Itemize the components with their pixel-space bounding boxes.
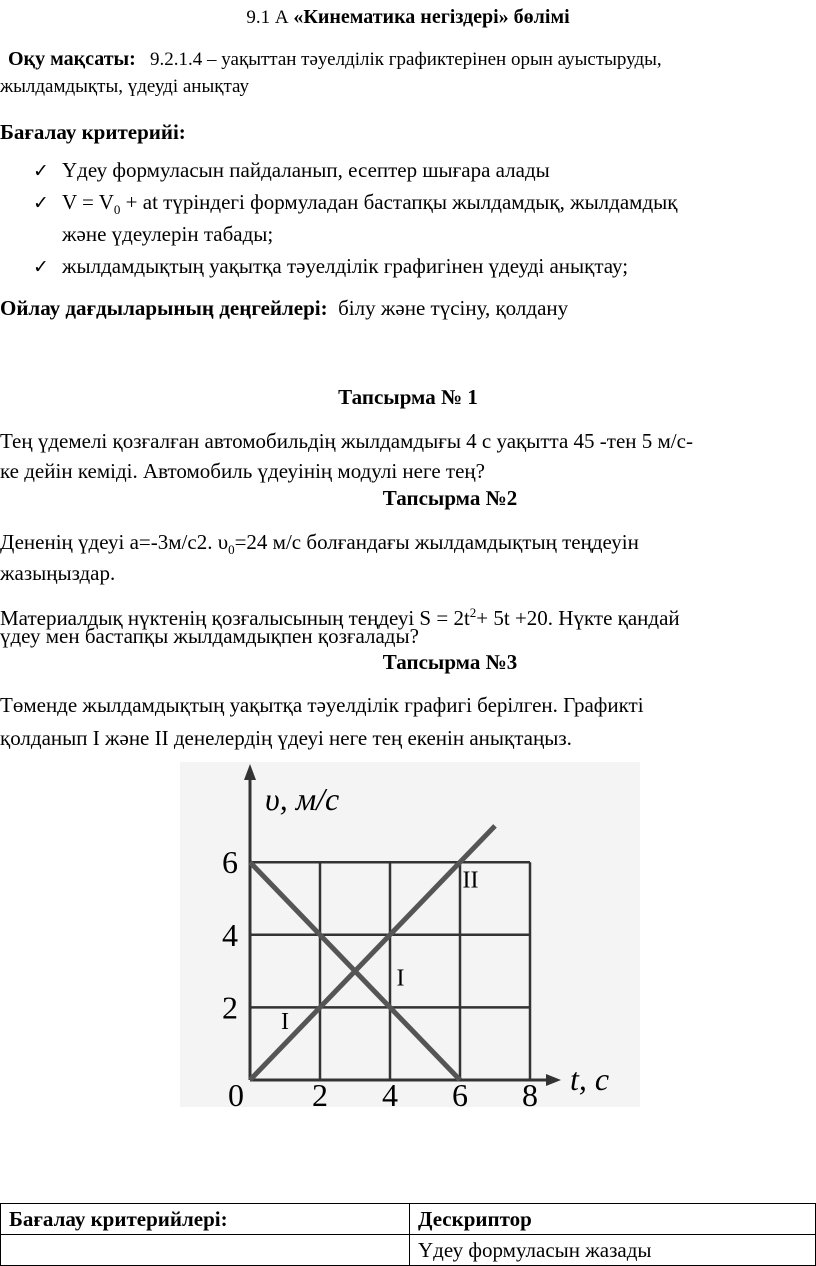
formula-subscript: 0: [113, 202, 121, 218]
table-header-row: [1, 1204, 816, 1235]
section-code: 9.1 А: [246, 7, 289, 28]
velocity-time-graph: [180, 762, 640, 1107]
x-tick-label: 2: [312, 1077, 328, 1107]
task1-line1: Тең үдемелі қозғалған автомобильдің жылдамдығы 4 с уақытта 45 -тен 5 м/с-: [0, 429, 693, 453]
objective-text2: жылдамдықты, үдеуді анықтау: [0, 76, 249, 97]
table-header-criteria: Бағалау критерийлері:: [1, 1204, 410, 1235]
series-label: I: [396, 965, 405, 992]
formula-rest: + at түріндегі формуладан бастапқы жылдамдық, жылдамдық: [120, 190, 678, 214]
thinking-label: Ойлау дағдыларының деңгейлері:: [0, 296, 328, 320]
criteria-item-1: Үдеу формуласын пайдаланып, есептер шығара алады: [62, 158, 550, 182]
criteria-item-3: жылдамдықтың уақытқа тәуелділік графигінен үдеуді анықтау;: [62, 254, 629, 278]
x-axis-label: t, с: [570, 1061, 610, 1097]
task1-title: Тапсырма № 1: [338, 385, 478, 409]
table-header-descriptor: Дескриптор: [410, 1204, 816, 1235]
task2-p1-text-b: =24 м/с болғандағы жылдамдықтың теңдеуін: [234, 530, 639, 554]
objective-line1: [8, 48, 662, 71]
task2-p2-line2: үдеу мен бастапқы жылдамдықпен қозғалады?: [0, 624, 419, 648]
task2-p1-text-a: Дененің үдеуі а=-3м/с2. υ: [0, 530, 229, 554]
task2-title: Тапсырма №2: [382, 486, 518, 510]
task1-line2: ке дейін кеміді. Автомобиль үдеуінің модулі неге тең?: [0, 459, 485, 483]
criteria-item-2-cont: және үдеулерін табады;: [62, 222, 274, 246]
x-tick-label: 0: [228, 1077, 244, 1107]
thinking-levels: [0, 296, 568, 321]
formula-text: V = V: [62, 190, 114, 214]
y-tick-label: 4: [222, 916, 238, 953]
task2-p2-superscript: 2: [469, 605, 477, 620]
task2-p2-text-a: Материалдық нүктенің қозғалысының теңдеуі S = 2t: [0, 606, 470, 630]
criteria-label: Бағалау критерийі:: [0, 120, 186, 144]
objective-label: Оқу мақсаты:: [8, 48, 136, 70]
y-tick-label: 2: [222, 989, 238, 1026]
section-title: [0, 6, 816, 29]
objective-text1: уақыттан тәуелділік графиктерінен орын ауыстыруды,: [221, 49, 662, 70]
x-tick-label: 8: [522, 1077, 538, 1107]
y-axis-label: υ, м/с: [265, 781, 340, 817]
criteria-item-2: [62, 190, 677, 218]
table-cell-descriptor: Үдеу формуласын жазады: [410, 1235, 816, 1266]
task2-p1-subscript: 0: [228, 542, 235, 558]
task3-line2: қолданып І және ІІ денелердің үдеуі неге тең екенін анықтаңыз.: [0, 726, 572, 750]
y-tick-label: 6: [222, 844, 238, 881]
task3-line1: Төменде жылдамдықтың уақытқа тәуелділік графигі берілген. Графикті: [0, 693, 644, 717]
series-label: II: [462, 867, 479, 894]
x-tick-label: 6: [452, 1077, 468, 1107]
task2-p1-line2: жазыңыздар.: [0, 561, 116, 585]
section-name: «Кинематика негіздері» бөлімі: [293, 6, 570, 28]
table-row: [1, 1235, 816, 1266]
task2-p2-text-b: + 5t +20. Нүкте қандай: [476, 606, 680, 630]
checkmark-icon: ✓: [33, 192, 49, 214]
x-tick-label: 4: [382, 1077, 398, 1107]
table-cell-criteria: [1, 1235, 410, 1266]
checkmark-icon: ✓: [33, 160, 49, 182]
task3-title: Тапсырма №3: [382, 650, 518, 674]
objective-code: 9.2.1.4 –: [150, 49, 217, 70]
series-label: I: [281, 1009, 289, 1036]
checkmark-icon: ✓: [33, 256, 49, 278]
assessment-table: [0, 1203, 816, 1266]
thinking-value: білу және түсіну, қолдану: [338, 296, 569, 320]
